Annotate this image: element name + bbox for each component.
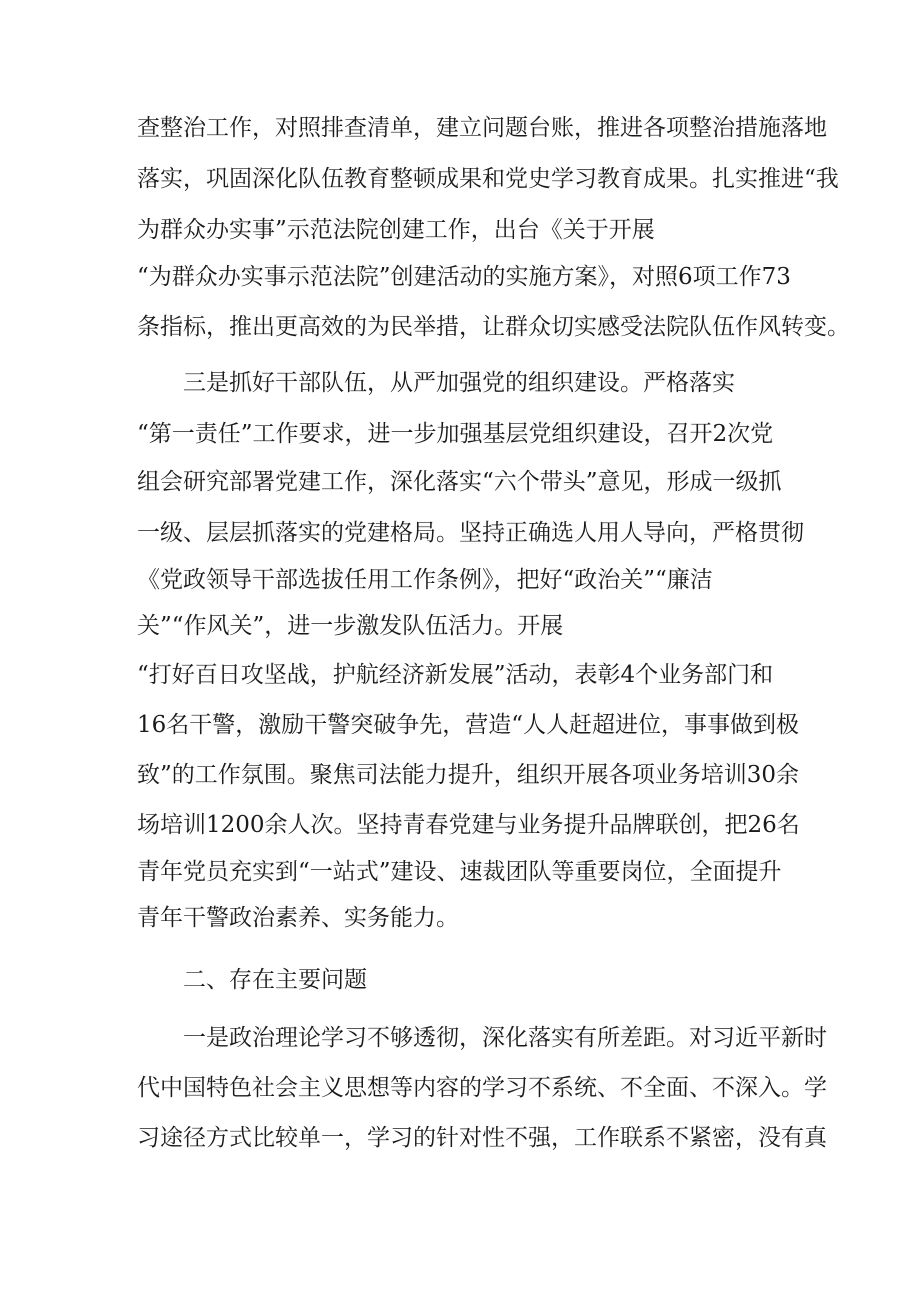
text-line-8: 组会研究部署党建工作，深化落实“六个带头”意见，形成一级抓 [137, 469, 782, 495]
text-line-5: 条指标，推出更高效的为民举措，让群众切实感受法院队伍作风转变。 [137, 314, 850, 340]
text-line-6: 三是抓好干部队伍，从严加强党的组织建设。严格落实 [183, 370, 735, 396]
text-line-17: 青年干警政治素养、实务能力。 [137, 905, 459, 931]
text-line-10: 《党政领导干部选拔任用工作条例》，把好“政治关”“廉洁 [137, 567, 713, 593]
text-line-20: 习途径方式比较单一，学习的针对性不强，工作联系不紧密，没有真 [137, 1125, 827, 1151]
text-line-1: 查整治工作，对照排查清单，建立问题台账，推进各项整治措施落地 [137, 115, 827, 141]
text-line-19: 代中国特色社会主义思想等内容的学习不系统、不全面、不深入。学 [137, 1075, 827, 1101]
text-line-4: “为群众办实事示范法院”创建活动的实施方案》，对照6项工作73 [137, 264, 791, 290]
text-line-3: 为群众办实事”示范法院创建工作，出台《关于开展 [137, 217, 655, 243]
text-line-15: 场培训1200余人次。坚持青春党建与业务提升品牌联创，把26名 [137, 812, 800, 838]
text-line-2: 落实，巩固深化队伍教育整顿成果和党史学习教育成果。扎实推进“我 [137, 166, 839, 192]
text-line-11: 关”“作风关”，进一步激发队伍活力。开展 [137, 613, 564, 639]
section-heading: 二、存在主要问题 [183, 967, 367, 993]
text-line-13: 16名干警，激励干警突破争先，营造“人人赶超进位，事事做到极 [137, 712, 800, 738]
text-line-14: 致”的工作氛围。聚焦司法能力提升，组织开展各项业务培训30余 [137, 762, 800, 788]
text-line-16: 青年党员充实到“一站式”建设、速裁团队等重要岗位，全面提升 [137, 859, 782, 885]
text-line-12: “打好百日攻坚战，护航经济新发展”活动，表彰4个业务部门和 [137, 662, 774, 688]
text-line-18: 一是政治理论学习不够透彻，深化落实有所差距。对习近平新时 [183, 1025, 827, 1051]
text-line-7: “第一责任”工作要求，进一步加强基层党组织建设，召开2次党 [137, 421, 774, 447]
text-line-9: 一级、层层抓落实的党建格局。坚持正确选人用人导向，严格贯彻 [137, 520, 804, 546]
